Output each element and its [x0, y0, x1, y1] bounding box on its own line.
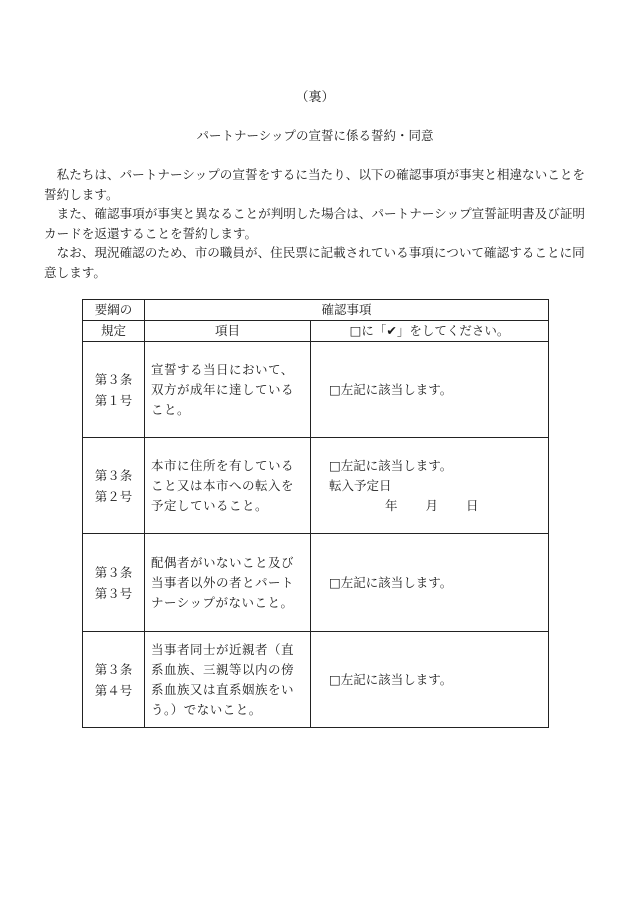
- move-in-date-field[interactable]: 年 月 日: [385, 497, 479, 513]
- check-cell[interactable]: [311, 342, 549, 438]
- pledge-paragraph: 私たちは、パートナーシップの宣誓をするに当たり、以下の確認事項が事実と相違ないことを誓約します。: [44, 167, 586, 202]
- item-cell: 宣誓する当日において、双方が成年に達していること。: [145, 342, 311, 438]
- table-row: [83, 438, 549, 534]
- document-title: パートナーシップの宣誓に係る誓約・同意: [196, 128, 434, 143]
- item-cell: 配偶者がいないこと及び当事者以外の者とパートナーシップがないこと。: [145, 534, 311, 632]
- checkbox-statement[interactable]: □左記に該当します。: [329, 457, 453, 473]
- item-cell: 当事者同士が近親者（直系血族、三親等以内の傍系血族又は直系姻族をいう。）でないこと。: [145, 632, 311, 728]
- item-cell: 本市に住所を有していること又は本市への転入を予定していること。: [145, 438, 311, 534]
- pledge-text: [44, 165, 590, 282]
- rule-cell: 第３条 第３号: [83, 534, 145, 632]
- pledge-paragraph: また、確認事項が事実と異なることが判明した場合は、パートナーシップ宣誓証明書及び証明カードを返還することを誓約します。: [44, 206, 586, 241]
- check-cell[interactable]: [311, 438, 549, 534]
- checkbox-statement[interactable]: □左記に該当します。: [329, 671, 453, 687]
- rule-cell: 第３条 第４号: [83, 632, 145, 728]
- table-row: [83, 534, 549, 632]
- check-cell[interactable]: [311, 534, 549, 632]
- header-rule: 要綱の: [83, 300, 145, 321]
- checkbox-statement[interactable]: □左記に該当します。: [329, 381, 453, 397]
- header-check-instruction: □に「✔」をしてください。: [311, 321, 549, 342]
- check-cell[interactable]: [311, 632, 549, 728]
- table-row: [83, 632, 549, 728]
- header-item: 項目: [145, 321, 311, 342]
- checkbox-statement[interactable]: □左記に該当します。: [329, 574, 453, 590]
- header-confirm: 確認事項: [145, 300, 549, 321]
- page-side-label: （裏）: [295, 90, 335, 105]
- consent-paragraph: なお、現況確認のため、市の職員が、住民票に記載されている事項について確認することに同意します。: [44, 245, 585, 280]
- table-row: [83, 342, 549, 438]
- confirmation-table: [82, 299, 549, 728]
- header-rule-sub: 規定: [83, 321, 145, 342]
- rule-cell: 第３条 第１号: [83, 342, 145, 438]
- rule-cell: 第３条 第２号: [83, 438, 145, 534]
- move-in-date-label: 転入予定日: [329, 477, 392, 493]
